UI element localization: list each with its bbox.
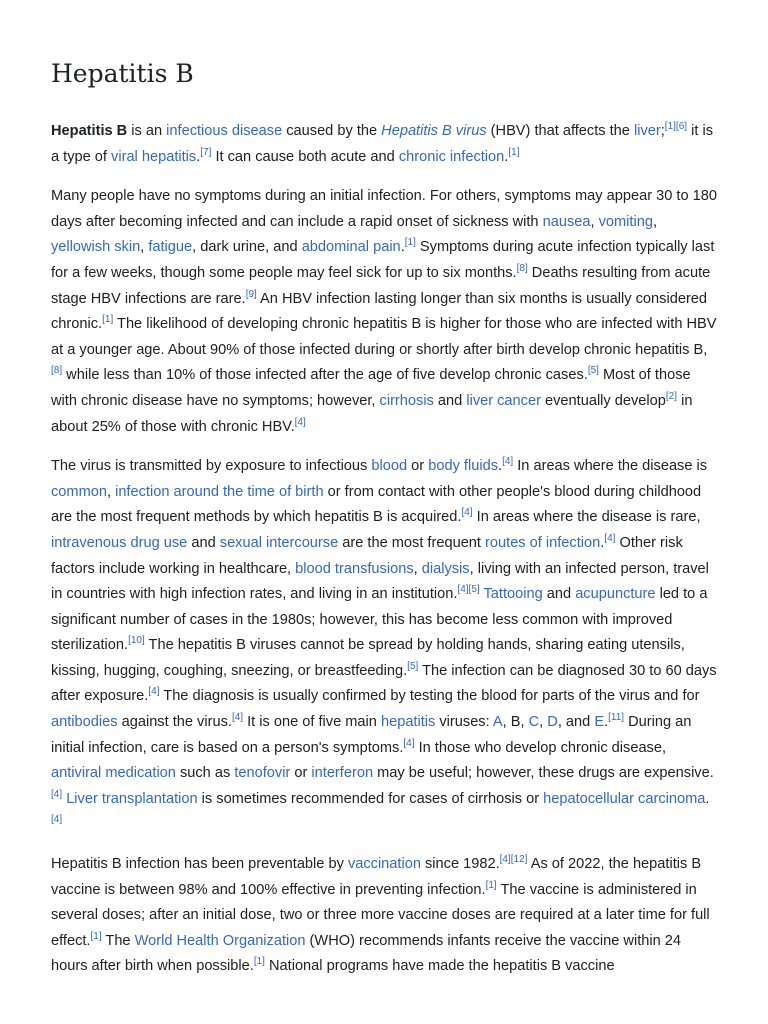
text-run: ,	[539, 714, 548, 731]
paragraph-intro	[51, 119, 717, 170]
citation-ref	[588, 365, 599, 376]
citation-ref	[604, 533, 615, 544]
text-run: led to a significant number of cases in the 1980s; however, this has become less common with improved sterilization.	[51, 586, 708, 654]
citation-link[interactable]: [4]	[148, 686, 160, 698]
text-run: in about 25% of those with chronic HBV.	[51, 392, 693, 435]
wiki-link[interactable]: interferon	[311, 765, 374, 782]
text-run: or	[407, 458, 429, 475]
citation-link[interactable]: [5]	[407, 660, 419, 672]
citation-link[interactable]: [9]	[245, 288, 257, 300]
citation-ref	[51, 365, 62, 376]
text-run: In areas where the disease is rare,	[472, 509, 701, 526]
citation-link[interactable]: [1]	[508, 146, 520, 158]
citation-ref	[500, 854, 528, 865]
wiki-link[interactable]: vomiting	[598, 213, 653, 230]
text-run: An HBV infection lasting longer than six months is usually considered chronic.	[51, 290, 708, 333]
citation-ref	[148, 686, 159, 697]
text-run: eventually develop	[540, 392, 666, 409]
citation-link[interactable]: [4]	[604, 532, 616, 544]
citation-ref	[51, 814, 62, 825]
text-run: ;	[660, 123, 665, 139]
text-run: and	[187, 534, 220, 551]
wiki-link[interactable]: hepatitis	[380, 714, 436, 731]
citation-ref	[200, 147, 211, 158]
wiki-link[interactable]: sexual intercourse	[219, 534, 339, 551]
citation-ref	[407, 661, 418, 672]
text-run: and	[542, 586, 576, 603]
text-run: is an	[127, 123, 167, 139]
citation-link[interactable]: [5]	[587, 365, 599, 377]
text-run: , B,	[502, 714, 529, 731]
text-run: It is one of five main	[243, 714, 381, 731]
wiki-link[interactable]: E	[594, 714, 605, 731]
citation-ref	[517, 263, 528, 274]
text-run: .	[196, 148, 201, 165]
text-run: while less than 10% of those infected after the age of five develop chronic cases.	[62, 367, 588, 384]
citation-ref	[128, 635, 145, 646]
text-run: The vaccine is administered in several doses; after an initial dose, two or three more vaccine doses are required at a later time for full effect.	[51, 881, 710, 949]
wiki-link[interactable]: Liver transplantation	[66, 790, 198, 807]
paragraph-transmission	[51, 454, 717, 838]
wiki-link[interactable]: intravenous drug use	[51, 534, 188, 551]
text-run: , living with an infected person, travel in countries with high infection rates, and living in an institution.	[51, 560, 709, 603]
text-run: it is a type of	[51, 123, 713, 165]
wiki-link[interactable]: blood transfusions	[295, 560, 414, 577]
wiki-link[interactable]: acupuncture	[575, 586, 656, 603]
wiki-link[interactable]: infection around the time of birth	[115, 483, 324, 500]
citation-link[interactable]: [4][5]	[457, 584, 480, 596]
text-run: .	[705, 790, 710, 807]
paragraph-prevention	[51, 852, 717, 980]
text-run: Hepatitis B infection has been preventable by	[51, 856, 348, 873]
text-run: .	[400, 239, 405, 256]
citation-link[interactable]: [1][6]	[664, 121, 688, 132]
text-run: Many people have no symptoms during an initial infection. For others, symptoms may appear 30 to 180 days after becoming infected and can include a rapid onset of sickness with	[51, 188, 717, 230]
text-run: caused by the	[282, 123, 382, 139]
citation-ref	[403, 738, 414, 749]
wiki-link[interactable]: dialysis	[421, 560, 470, 577]
text-run: ,	[652, 213, 658, 230]
text-run: are the most frequent	[338, 534, 486, 551]
citation-link[interactable]: [4][12]	[499, 854, 528, 866]
citation-link[interactable]: [8]	[51, 365, 63, 377]
citation-link[interactable]: [1]	[102, 314, 114, 326]
text-run: The infection can be diagnosed 30 to 60 days after exposure.	[51, 662, 717, 705]
citation-ref	[461, 507, 472, 518]
wiki-link[interactable]: viral hepatitis	[111, 148, 197, 165]
text-run: During an initial infection, care is based on a person's symptoms.	[51, 714, 692, 756]
text-run: viruses:	[435, 714, 493, 731]
citation-link[interactable]: [10]	[128, 635, 145, 647]
citation-link[interactable]: [1]	[253, 956, 265, 968]
text-run: .	[600, 534, 605, 551]
wiki-link[interactable]: chronic infection	[398, 148, 505, 165]
citation-link[interactable]: [1]	[90, 930, 102, 942]
text-run: The likelihood of developing chronic hepatitis B is higher for those who are infected with HBV at a younger age. About 90% of those infected during or shortly after birth develop chronic hepatitis B,	[51, 316, 717, 358]
bold-term: Hepatitis B	[51, 123, 128, 139]
text-run: .	[498, 458, 503, 475]
text-run: ,	[140, 239, 149, 256]
citation-ref	[608, 712, 624, 723]
wiki-link[interactable]: fatigue	[148, 239, 193, 256]
article-body	[51, 119, 717, 994]
wiki-link[interactable]: infectious disease	[166, 123, 283, 139]
wiki-link[interactable]: Tattooing	[483, 586, 543, 603]
citation-link[interactable]: [8]	[516, 262, 528, 274]
wiki-link[interactable]: routes of infection	[485, 534, 601, 551]
text-run: since 1982.	[420, 856, 500, 873]
text-run: against the virus.	[117, 714, 232, 731]
citation-link[interactable]: [4]	[51, 788, 63, 800]
wiki-link[interactable]: blood	[371, 458, 408, 475]
citation-ref	[295, 417, 306, 428]
citation-ref	[502, 456, 513, 467]
text-run: Deaths resulting from acute stage HBV infections are rare.	[51, 264, 711, 307]
text-run: .	[604, 714, 609, 731]
text-run: ,	[106, 483, 116, 500]
text-run: ,	[590, 213, 599, 230]
citation-link[interactable]: [1]	[404, 237, 416, 249]
text-run: .	[504, 148, 509, 165]
text-run: It can cause both acute and	[211, 148, 399, 165]
citation-ref	[486, 880, 497, 891]
citation-link[interactable]: [4]	[231, 712, 244, 724]
text-run: The hepatitis B viruses cannot be spread by holding hands, sharing eating utensils, kissing, hugging, coughing, sneezing, or breastfeeding.	[51, 637, 685, 679]
wiki-link[interactable]: tenofovir	[234, 765, 291, 782]
text-run: The virus is transmitted by exposure to infectious	[51, 458, 372, 475]
text-run: , and	[557, 714, 595, 731]
text-run: In those who develop chronic disease,	[414, 739, 667, 756]
wiki-link[interactable]: yellowish skin	[51, 239, 141, 256]
text-run: Most of those with chronic disease have no symptoms; however,	[51, 367, 691, 409]
text-run: and	[433, 392, 467, 409]
citation-link[interactable]: [4]	[461, 507, 473, 519]
citation-ref	[51, 789, 62, 800]
text-run: As of 2022, the hepatitis B vaccine is between 98% and 100% effective in preventing infection.	[51, 856, 702, 898]
citation-ref	[254, 956, 265, 967]
wiki-link[interactable]: liver cancer	[466, 392, 541, 409]
citation-ref	[90, 931, 101, 942]
text-run: , dark urine, and	[192, 239, 302, 256]
citation-link[interactable]: [4]	[502, 456, 514, 468]
wiki-link[interactable]: liver	[633, 123, 661, 139]
citation-ref	[457, 584, 479, 595]
wiki-link[interactable]: antibodies	[51, 714, 118, 731]
citation-ref	[102, 314, 113, 325]
citation-link[interactable]: [11]	[608, 712, 625, 724]
citation-link[interactable]: [4]	[403, 737, 415, 749]
text-run: (WHO) recommends infants receive the vaccine within 24 hours after birth when possible.	[51, 932, 682, 975]
citation-link[interactable]: [4]	[51, 814, 63, 826]
text-run: or from contact with other people's blood during childhood are the most frequent methods by which hepatitis B is acquired.	[51, 483, 702, 526]
text-run: In areas where the disease is	[513, 458, 708, 475]
wiki-link[interactable]: abdominal pain	[301, 239, 401, 256]
wiki-link[interactable]: D	[547, 714, 558, 731]
citation-ref	[246, 289, 257, 300]
text-run: Symptoms during acute infection typically last for a few weeks, though some people may feel sick for up to six months.	[51, 239, 715, 281]
paragraph-symptoms	[51, 184, 717, 440]
wiki-link[interactable]: Hepatitis B virus	[381, 123, 487, 139]
wiki-link[interactable]: vaccination	[347, 856, 421, 873]
wiki-link[interactable]: hepatocellular carcinoma	[543, 790, 706, 807]
wiki-link[interactable]: World Health Organization	[134, 932, 306, 949]
wiki-link[interactable]: body fluids	[428, 458, 498, 475]
citation-ref	[405, 237, 416, 248]
text-run: Other risk factors include working in healthcare,	[51, 534, 683, 577]
citation-ref	[508, 147, 519, 158]
wiki-link[interactable]: nausea	[542, 213, 591, 230]
text-run: may be useful; however, these drugs are expensive.	[373, 765, 714, 782]
text-run: or	[290, 765, 312, 782]
wiki-link[interactable]: cirrhosis	[379, 392, 434, 409]
citation-link[interactable]: [7]	[200, 146, 212, 158]
text-run: The	[101, 932, 135, 949]
page-title: Hepatitis B	[51, 59, 194, 88]
citation-link[interactable]: [2]	[665, 390, 678, 402]
citation-ref	[665, 121, 687, 132]
citation-ref	[232, 712, 243, 723]
citation-link[interactable]: [4]	[294, 416, 306, 428]
text-run: (HBV) that affects the	[486, 123, 634, 139]
text-run: ,	[413, 560, 422, 577]
text-run: The diagnosis is usually confirmed by testing the blood for parts of the virus and for	[159, 688, 700, 705]
citation-ref	[666, 391, 677, 402]
wiki-link[interactable]: antiviral medication	[51, 765, 176, 782]
text-run: National programs have made the hepatitis B vaccine	[264, 958, 615, 975]
wiki-link[interactable]: C	[528, 714, 540, 731]
wiki-link[interactable]: common	[51, 483, 107, 500]
text-run: such as	[175, 765, 235, 782]
wiki-link[interactable]: A	[492, 714, 503, 731]
citation-link[interactable]: [1]	[485, 879, 497, 891]
text-run: is sometimes recommended for cases of cirrhosis or	[197, 790, 544, 807]
